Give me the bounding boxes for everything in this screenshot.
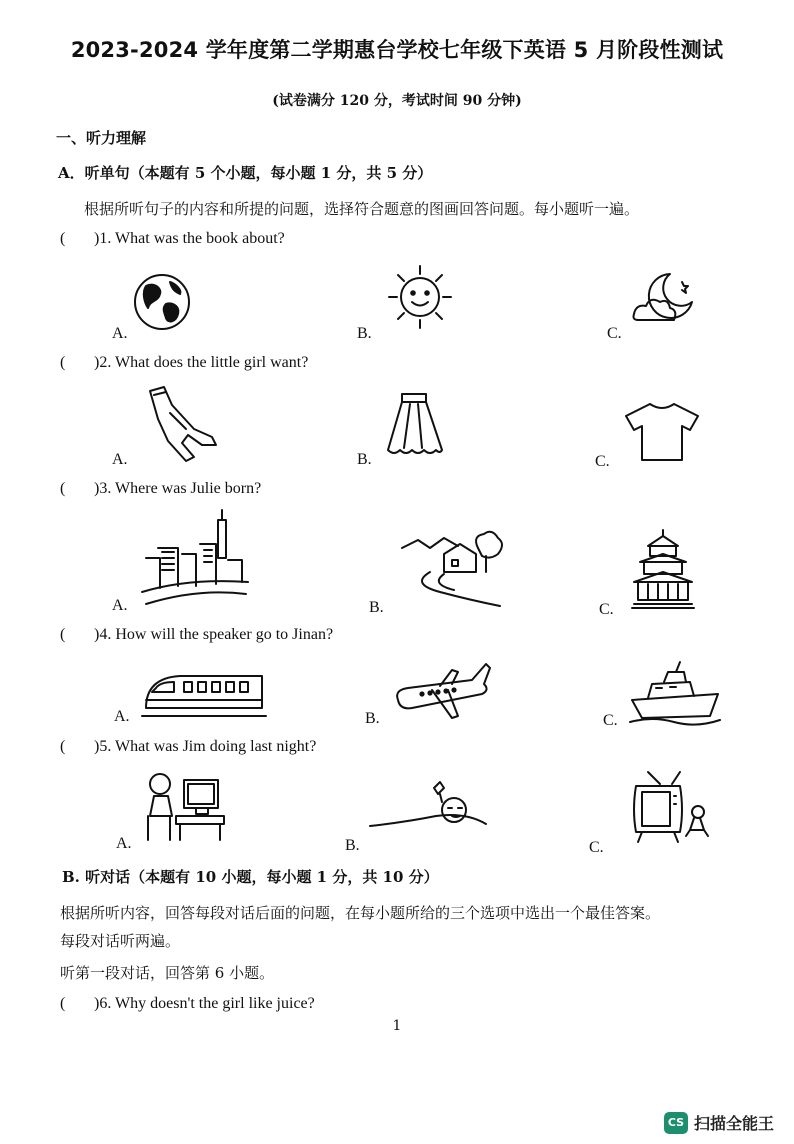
q4-option-b: B. — [365, 710, 380, 727]
question-3 — [60, 480, 261, 498]
q4-option-c: C. — [603, 712, 618, 729]
q1-option-a: A. — [112, 325, 128, 342]
question-6 — [60, 995, 315, 1013]
q4-option-a: A. — [114, 708, 130, 725]
q1-option-c: C. — [607, 325, 622, 342]
part-a-instruction: 根据所听句子的内容和所提的问题，选择符合题意的图画回答问题。每小题听一遍。 — [84, 200, 640, 218]
plane-icon — [392, 660, 492, 724]
answer-blank[interactable]: ( — [60, 354, 66, 371]
sun-icon — [385, 262, 455, 332]
answer-blank[interactable]: ( — [60, 626, 66, 643]
part-b-instruction: 根据所听内容，回答每段对话后面的问题，在每小题所给的三个选项中选出一个最佳答案。 — [60, 904, 661, 922]
question-text: )6. Why doesn't the girl like juice? — [94, 995, 315, 1012]
q5-option-a: A. — [116, 835, 132, 852]
question-5 — [60, 738, 316, 756]
globe-icon — [132, 272, 192, 332]
ship-icon — [628, 660, 722, 724]
tv-icon — [630, 770, 710, 850]
q3-option-c: C. — [599, 601, 614, 618]
sleeping-icon — [366, 778, 490, 838]
question-text: )1. What was the book about? — [94, 230, 285, 247]
part-b-heading: B. 听对话（本题有 10 小题，每小题 1 分，共 10 分） — [62, 868, 439, 886]
answer-blank[interactable]: ( — [60, 230, 66, 247]
watermark-text: 扫描全能王 — [693, 1114, 774, 1133]
question-text: )2. What does the little girl want? — [94, 354, 309, 371]
dialog-intro: 听第一段对话，回答第 6 小题。 — [60, 964, 275, 982]
question-text: )5. What was Jim doing last night? — [94, 738, 317, 755]
question-text: )4. How will the speaker go to Jinan? — [94, 626, 334, 643]
answer-blank[interactable]: ( — [60, 995, 66, 1012]
answer-blank[interactable]: ( — [60, 738, 66, 755]
page-title: 2023-2024 学年度第二学期惠台学校七年级下英语 5 月阶段性测试 — [70, 38, 724, 62]
tshirt-icon — [620, 400, 704, 464]
train-icon — [140, 668, 268, 720]
q3-option-b: B. — [369, 599, 384, 616]
q2-option-c: C. — [595, 453, 610, 470]
question-1 — [60, 230, 285, 248]
q3-option-a: A. — [112, 597, 128, 614]
question-2 — [60, 354, 308, 372]
page-number: 1 — [392, 1018, 402, 1034]
moon-cloud-icon — [630, 268, 700, 332]
answer-blank[interactable]: ( — [60, 480, 66, 497]
q2-option-a: A. — [112, 451, 128, 468]
temple-icon — [630, 528, 696, 614]
exam-info: (试卷满分 120 分，考试时间 90 分钟) — [272, 93, 522, 109]
part-b-instruction-2: 每段对话听两遍。 — [60, 932, 181, 950]
countryside-icon — [400, 528, 504, 610]
trousers-icon — [142, 385, 224, 463]
question-4 — [60, 626, 333, 644]
q5-option-c: C. — [589, 839, 604, 856]
skirt-icon — [382, 390, 446, 458]
computer-icon — [140, 768, 230, 844]
city-icon — [138, 508, 250, 608]
question-text: )3. Where was Julie born? — [94, 480, 262, 497]
section-heading-listening: 一、听力理解 — [56, 129, 147, 147]
q1-option-b: B. — [357, 325, 372, 342]
part-a-heading: A．听单句（本题有 5 个小题，每小题 1 分，共 5 分） — [58, 164, 433, 182]
camscanner-logo-icon: CS — [664, 1112, 688, 1134]
scanner-watermark — [664, 1111, 774, 1134]
q2-option-b: B. — [357, 451, 372, 468]
q5-option-b: B. — [345, 837, 360, 854]
